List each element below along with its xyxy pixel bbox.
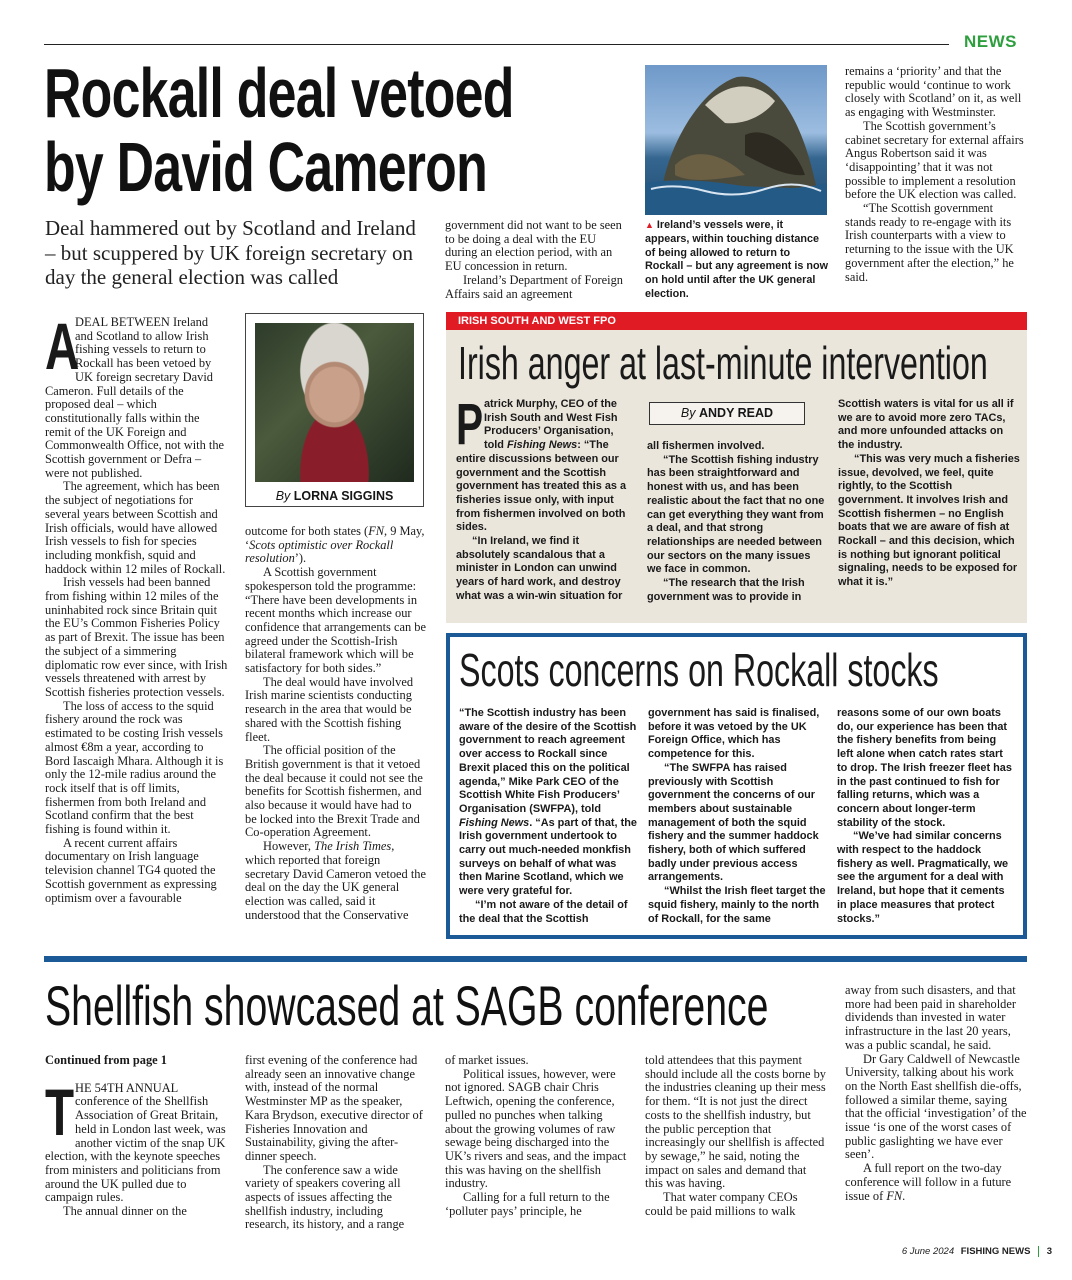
section-divider [44,956,1027,962]
dropcap: T [45,1074,75,1149]
paragraph: The loss of access to the squid fishery around the rock was estimated to be costing Irish vessels almost €8m a year, according to Bord Iascaigh Mhara. Although it is only the 12-mile radius around the rock itself that is off limits, fishermen from both Ireland and Scotland confirm that the best fishing is found within it. [45,698,224,837]
footer-divider [1038,1246,1039,1257]
paragraph: “The Scottish government stands ready to re-engage with its Irish counterparts with a view to returning to the issue with the UK government after the election,” he said. [845,201,1014,284]
paragraph: government has said is finalised, before it was vetoed by the UK Foreign Office, which has competence for this. [648,707,820,761]
paragraph: The deal would have involved Irish marine scientists conducting research in the area that would be shared with the Scottish fishing fleet. [245,674,414,744]
kicker: IRISH SOUTH AND WEST FPO [458,315,616,327]
paragraph: “The research that the Irish government was to provide in [647,577,805,603]
paragraph: reasons some of our own boats do, our experience has been that the fishery benefits from being left alone when catch rates start to drop. The Irish freezer fleet has in the past continued to fish for falling returns, which was a concern about longer-term stability of the stock. [837,707,1012,829]
section-label: NEWS [964,32,1017,51]
paragraph: remains a ‘priority’ and that the republic would ‘continue to work closely with Scotland’ on it, as well as engaging with Westminster. [845,64,1022,120]
headline: Irish anger at last-minute intervention [458,337,988,389]
paragraph: “In Ireland, we find it absolutely scandalous that a minister in London can unwind years of hard work, and destroy what was a win-win situation for [456,535,623,602]
paragraph: government did not want to be seen to be doing a deal with the EU during an election period, with an EU concession in return. [445,218,622,274]
paragraph: Scottish waters is vital for us all if we are to avoid more zero TACs, and more unfounded attacks on the industry. [838,398,1014,452]
article2-column-3 [838,398,1020,590]
paragraph: “I’m not aware of the detail of the deal that the Scottish [459,898,628,925]
paragraph: “This was very much a fisheries issue, devolved, we feel, quite rightly, to the Scottish government. It involves Irish and Scottish fishermen – no English boats that we are aware of fish at Rockall – and this decision, which is nothing but ignorant political signaling, needs to be exposed for what it is.” [838,452,1020,589]
standfirst: Deal hammered out by Scotland and Ireland – but scuppered by UK foreign secretary on day the general election was called [45,216,416,289]
rock-illustration [645,65,827,215]
article1-column-2 [245,525,426,922]
headline-line-2: by David Cameron [44,128,487,206]
headline [44,56,514,204]
paragraph: The conference saw a wide variety of speakers covering all aspects of issues affecting the shellfish industry, including research, its history, and a range [245,1162,405,1232]
article1-column-1 [45,309,228,905]
caption-arrow-icon: ▲ [645,220,654,230]
continued-line: Continued from page 1 [45,1053,167,1067]
rockall-photo [645,65,827,215]
shellfish-headline: Shellfish showcased at SAGB conference [45,974,769,1037]
page-footer [902,1246,1052,1257]
article1-column-4 [845,65,1027,284]
article3-column-2 [648,707,826,926]
paragraph: first evening of the conference had already seen an innovative change with, instead of the normal Westminster MP as the speaker, Kara Brydson, executive director of Fisheries Innovation and Sustainability, giving the after-dinner speech. [245,1053,423,1163]
paragraph: “The Scottish fishing industry has been straightforward and honest with us, and has been realistic about the fact that no one can get everything they want from a deal, and that strong relationships are needed between our sectors on the many issues we face in common. [647,453,825,576]
paragraph: all fishermen involved. [647,440,765,452]
paragraph: told attendees that this payment should include all the costs borne by the industries cleaning up their mess for them. “It is not just the direct costs to the shellfish industry, but the public perception that increasingly our shellfish is affected by sewage,” he said, noting the impact on sales and demand that this was having. [645,1053,827,1191]
paragraph: “The SWFPA has raised previously with Scottish government the concerns of our members about sustainable management of both the squid fishery and the summer haddock fishery, both of which suffered badly under previous access arrangements. [648,761,819,884]
article4-column-3 [445,1054,628,1218]
paragraph: away from such disasters, and that more had been paid in shareholder dividends than invested in water infrastructure in the last 20 years, was a public scandal, he said. [845,983,1016,1052]
paragraph: outcome for both states (FN, 9 May, ‘Scots optimistic over Rockall resolution’). [245,524,425,566]
lead-paragraph: Patrick Murphy, CEO of the Irish South and West Fish Producers’ Organisation, told Fishing News: “The entire discussions between our government and the Scottish government has treated this as a fisheries issue only, with input from fishermen involved on both sides. [456,392,627,534]
paragraph: The Scottish government’s cabinet secretary for external affairs Angus Robertson said it was ‘disappointing’ that it was not possible to implement a resolution before the UK election was called. [845,118,1024,202]
byline: By LORNA SIGGINS [275,489,394,503]
paragraph: That water company CEOs could be paid millions to walk [645,1190,798,1218]
reporter-photo [255,323,414,482]
irish-anger-box [446,312,1027,623]
scots-concerns-box [446,633,1027,939]
paragraph: “The Scottish industry has been aware of the desire of the Scottish government to reach agreement over access to Rockall since Brexit placed this on the political agenda,” Mike Park CEO of the Scottish White Fish Producers’ Organisation (SWFPA), told Fishing News. “As part of that, the Irish government undertook to carry out much-needed monkfish surveys on behalf of what was then Marine Scotland, which we were very grateful for. [459,707,637,898]
lead-paragraph: THE 54TH ANNUAL conference of the Shellfish Association of Great Britain, held in London last week, was another victim of the snap UK election, with the keynote speeches from ministers and politicians from around the UK pulled due to campaign rules. [45,1074,226,1205]
article3-column-1 [459,707,637,926]
article3-column-3 [837,707,1015,926]
dropcap: P [456,392,484,457]
paragraph: of market issues. [445,1053,529,1067]
article1-column-3 [445,219,628,301]
paragraph: The annual dinner on the [63,1204,187,1219]
publication-name: FISHING NEWS [960,1246,1031,1258]
kicker-bar [446,312,1027,330]
dropcap: A [45,309,80,383]
paragraph: “Whilst the Irish fleet target the squid fishery, mainly to the north of Rockall, for the same [648,885,826,925]
paragraph: “We’ve had similar concerns with respect to the haddock fishery as well. Pragmatically, we see the argument for a deal with Ireland, but hope that it cements in place measures that protect stocks.” [837,830,1009,925]
paragraph: However, The Irish Times, which reported that foreign secretary David Cameron vetoed the deal on the day the UK general election was called, said it understood that the Conservative [245,839,426,922]
article2-column-2 [647,440,825,604]
paragraph: Irish vessels had been banned from fishing within 12 miles of the uninhabited rock since Britain quit the EU’s Common Fisheries Policy as part of Brexit. The issue has been the subject of a simmering diplomatic row ever since, with Irish vessels threatened with arrest by Scottish fisheries protection vessels. [45,575,228,699]
headline: Scots concerns on Rockall stocks [459,644,939,696]
article4-column-4 [645,1054,827,1218]
paragraph: The agreement, which has been the subject of negotiations for several years between Scottish and Irish officials, would have allowed Irish vessels to fish for species including monkfish, squid and haddock within 12 miles of Rockall. [45,479,226,576]
paragraph: Political issues, however, were not ignored. SAGB chair Chris Leftwich, opening the conference, pulled no punches when talking about the growing volumes of raw sewage being discharged into the UK’s rivers and seas, and the impact this was having on the shellfish industry. [445,1066,627,1191]
page-number: 3 [1046,1246,1052,1258]
photo-caption: ▲ Ireland’s vessels were, it appears, within touching distance of being allowed to return to Rockall – but any agreement is now on hold until after the UK general election. [645,219,828,300]
issue-date: 6 June 2024 [901,1246,955,1258]
paragraph: Ireland’s Department of Foreign Affairs said an agreement [445,272,623,301]
paragraph: A recent current affairs documentary on Irish language television channel TG4 quoted the Scottish government as expressing optimism over a favourable [45,835,217,905]
article4-column-5 [845,984,1027,1203]
byline-box: By ANDY READ [649,402,805,425]
paragraph: The official position of the British government is that it vetoed the deal because it could not see the benefits for Scottish fishermen, and also because it would have had to be locked into the Brexit Trade and Co-operation Agreement. [245,743,423,840]
paragraph: A Scottish government spokesperson told the programme: “There have been developments in recent months which increase our confidence that arrangements can be agreed under the Scottish-Irish bilateral framework which will be satisfactory for both sides.” [245,565,426,676]
lead-paragraph: A DEAL BETWEEN Ireland and Scotland to allow Irish fishing vessels to return to Rockall has been vetoed by UK foreign secretary David Cameron. Full details of the proposed deal – which constitutionally falls within the remit of the UK Foreign and Commonwealth Office, not with the Scottish government or Defra – were not published. [45,309,225,480]
paragraph: Calling for a full return to the ‘polluter pays’ principle, he [445,1190,610,1218]
headline-line-1: Rockall deal vetoed [44,54,514,132]
article4-column-1 [45,1054,228,1219]
paragraph: Dr Gary Caldwell of Newcastle University, talking about his work on the North East shellfish die-offs, followed a similar theme, saying that the official ‘investigation’ of the issue ‘is one of the worst cases of public gaslighting we have ever seen’. [845,1051,1027,1162]
article2-column-1 [456,392,631,604]
top-rule [44,44,949,45]
paragraph: A full report on the two-day conference will follow in a future issue of FN. [845,1161,1012,1203]
article4-column-2 [245,1054,428,1232]
byline-box [245,313,424,507]
